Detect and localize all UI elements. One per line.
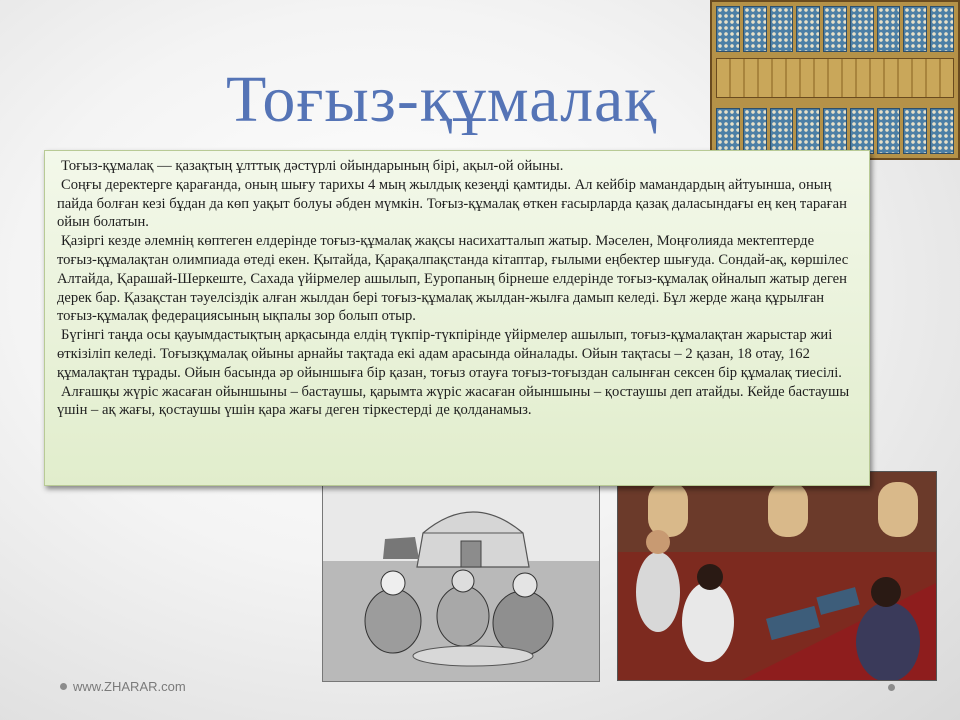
paragraph-world-spread: Қазіргі кезде әлемнің көптеген елдерінде тоғыз-құмалақ жақсы насихатталып жатыр. Мәселен, Моңғолияда мектептерде тоғыз-құмалақтан олимпиада өтеді екен. Қытайда, Қарақалпақстанда кітаптар, ғылыми еңбектер шығуда. Сондай-ақ, көршілес Алтайда, Қарашай-Шеркеште, Сахада үйірмелер ашылып, Еуропаның бірнеше елдерінде тоғыз-құмалақ ойналып жатыр деген дерек бар. Қазақстан тәуелсіздік алған жылдан бері тоғыз-құмалақ жылдан-жылға дамып келеді. Бұл жерде жаңа құрылған тоғыз-құмалақ федерациясының ықпалы зор болып отыр.	[57, 233, 849, 325]
yurt-sketch-drawing	[323, 471, 600, 682]
paragraph-players: Алғашқы жүріс жасаған ойыншыны – бастаушы, қарымта жүріс жасаған ойыншыны – қостаушы деп атайды. Кейде бастаушы үшін – ақ жағы, қостаушы үшін қара жағы деген тіркестерді де қолданамыз.	[57, 383, 850, 419]
paragraph-history: Соңғы деректерге қарағанда, оның шығу тарихы 4 мың жылдық кезеңді қамтиды. Ал кейбір мамандардың айтуынша, оның пайда болған кезі бұдан да көп уақыт болуы әбден мүмкін. Тоғыз-құмалақ өткен ғасырларда қазақ даласындағы ең кең тараған ойын болатын.	[57, 176, 847, 231]
footer-website: www.ZHARAR.com	[73, 679, 186, 694]
tournament-photo-image	[617, 471, 937, 681]
togyz-kumalak-board-image	[710, 0, 960, 160]
article-text-box	[44, 150, 870, 486]
paragraph-intro: Тоғыз-құмалақ — қазақтың ұлттық дәстүрлі ойындарының бірі, ақыл-ой ойыны.	[61, 158, 564, 174]
slide-title: Тоғыз-құмалақ	[226, 63, 658, 136]
yurt-players-sketch-image	[322, 470, 600, 682]
tournament-photo-drawing	[618, 472, 937, 681]
footer	[60, 679, 186, 694]
bullet-dot-icon	[888, 684, 895, 691]
paragraph-game-rules: Бүгінгі таңда осы қауымдастықтың арқасында елдің түкпір-түкпірінде үйірмелер ашылып, тоғыз-құмалақтан жарыстар жиі өткізіліп келеді. Тоғызқұмалақ ойыны арнайы тақтада екі адам арасында ойналады. Ойын тақтасы – 2 қазан, 18 отау, 162 құмалақтан тұрады. Ойын басында әр ойыншыға бір қазан, тоғыз отауға тоғыз-тоғыздан салынған сексен бір құмалақ тиесілі.	[57, 327, 842, 381]
bullet-dot-icon	[60, 683, 67, 690]
